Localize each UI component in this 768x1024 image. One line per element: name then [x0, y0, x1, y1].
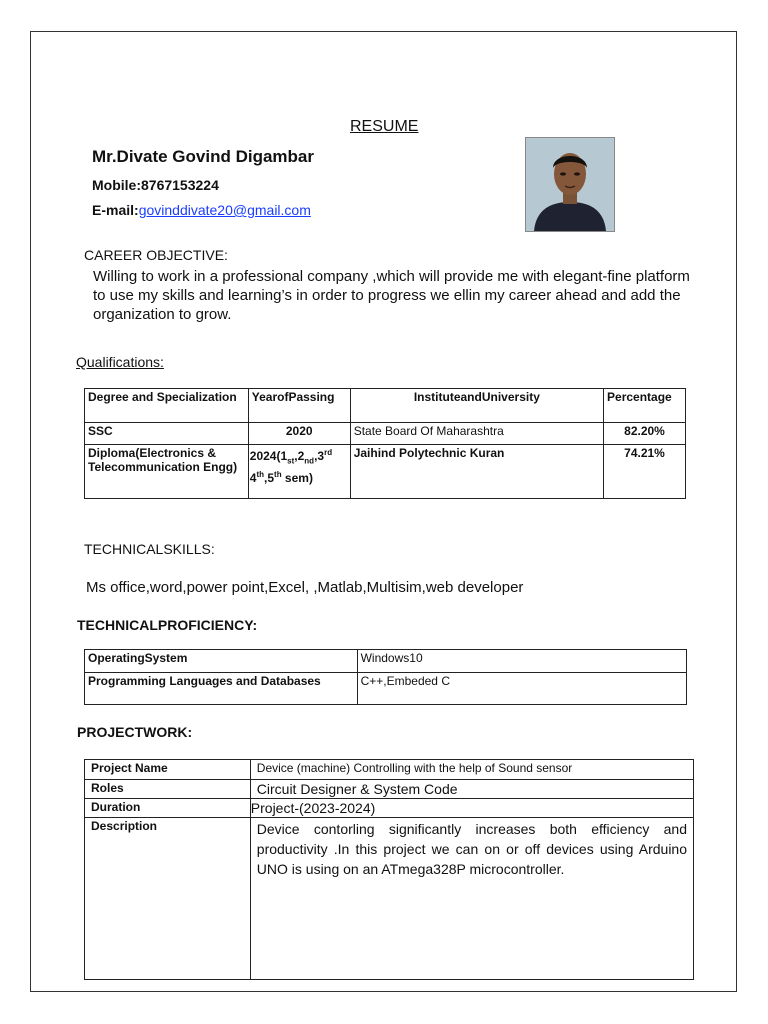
resume-title: RESUME	[350, 118, 419, 135]
person-photo-icon	[526, 138, 614, 231]
cell-percentage: 74.21%	[604, 445, 686, 499]
project-label: Project Name	[85, 760, 251, 780]
profile-photo	[525, 137, 615, 232]
project-label: Duration	[85, 799, 251, 818]
email-line	[92, 202, 311, 218]
project-description: Device contorling significantly increases both efficiency and productivity .In this project we can on or off devices using Arduino UNO is using on an ATmega328P microcontroller.	[250, 818, 693, 980]
proficiency-label: Programming Languages and Databases	[85, 673, 358, 705]
proficiency-table	[84, 649, 687, 705]
cell-degree: Diploma(Electronics & Telecommunication Engg)	[85, 445, 249, 499]
cell-institute: State Board Of Maharashtra	[350, 423, 603, 445]
table-row	[85, 650, 687, 673]
table-row	[85, 780, 694, 799]
career-objective-text: Willing to work in a professional company ,which will provide me with elegant-fine platform to use my skills and learning’s in order to progress we ellin my career ahead and add the organization to grow.	[93, 268, 690, 323]
qualifications-heading: Qualifications:	[76, 354, 164, 370]
header-institute: InstituteandUniversity	[350, 389, 603, 423]
project-label: Description	[85, 818, 251, 980]
cell-year: 2020	[248, 423, 350, 445]
cell-institute: Jaihind Polytechnic Kuran	[350, 445, 603, 499]
cell-percentage: 82.20%	[604, 423, 686, 445]
header-year: YearofPassing	[248, 389, 350, 423]
proficiency-label: OperatingSystem	[85, 650, 358, 673]
table-row	[85, 445, 686, 499]
qualifications-table	[84, 388, 686, 499]
header-degree: Degree and Specialization	[85, 389, 249, 423]
table-header-row	[85, 389, 686, 423]
table-row	[85, 818, 694, 980]
career-objective-heading: CAREER OBJECTIVE:	[84, 247, 228, 263]
project-value: Circuit Designer & System Code	[250, 780, 693, 799]
table-row	[85, 423, 686, 445]
email-label: E-mail:	[92, 202, 139, 218]
table-row	[85, 760, 694, 780]
project-value: Project-(2023-2024)	[250, 799, 693, 818]
email-link[interactable]: govinddivate20@gmail.com	[138, 202, 311, 218]
proficiency-value: Windows10	[357, 650, 686, 673]
proficiency-value: C++,Embeded C	[357, 673, 686, 705]
mobile-number: Mobile:8767153224	[92, 177, 219, 193]
cell-year: $2024(1_{st},2_{nd},3rd$ 4th,5th sem)	[248, 445, 350, 499]
technical-skills-heading: TECHNICALSKILLS:	[84, 541, 215, 557]
table-row	[85, 799, 694, 818]
technical-proficiency-heading: TECHNICALPROFICIENCY:	[77, 617, 258, 633]
candidate-name: Mr.Divate Govind Digambar	[92, 147, 314, 166]
cell-degree: SSC	[85, 423, 249, 445]
project-value: Device (machine) Controlling with the help of Sound sensor	[250, 760, 693, 780]
project-work-heading: PROJECTWORK:	[77, 724, 193, 740]
header-percentage: Percentage	[604, 389, 686, 423]
project-table	[84, 759, 694, 980]
project-label: Roles	[85, 780, 251, 799]
table-row	[85, 673, 687, 705]
technical-skills-text: Ms office,word,power point,Excel, ,Matlab,Multisim,web developer	[86, 579, 524, 596]
